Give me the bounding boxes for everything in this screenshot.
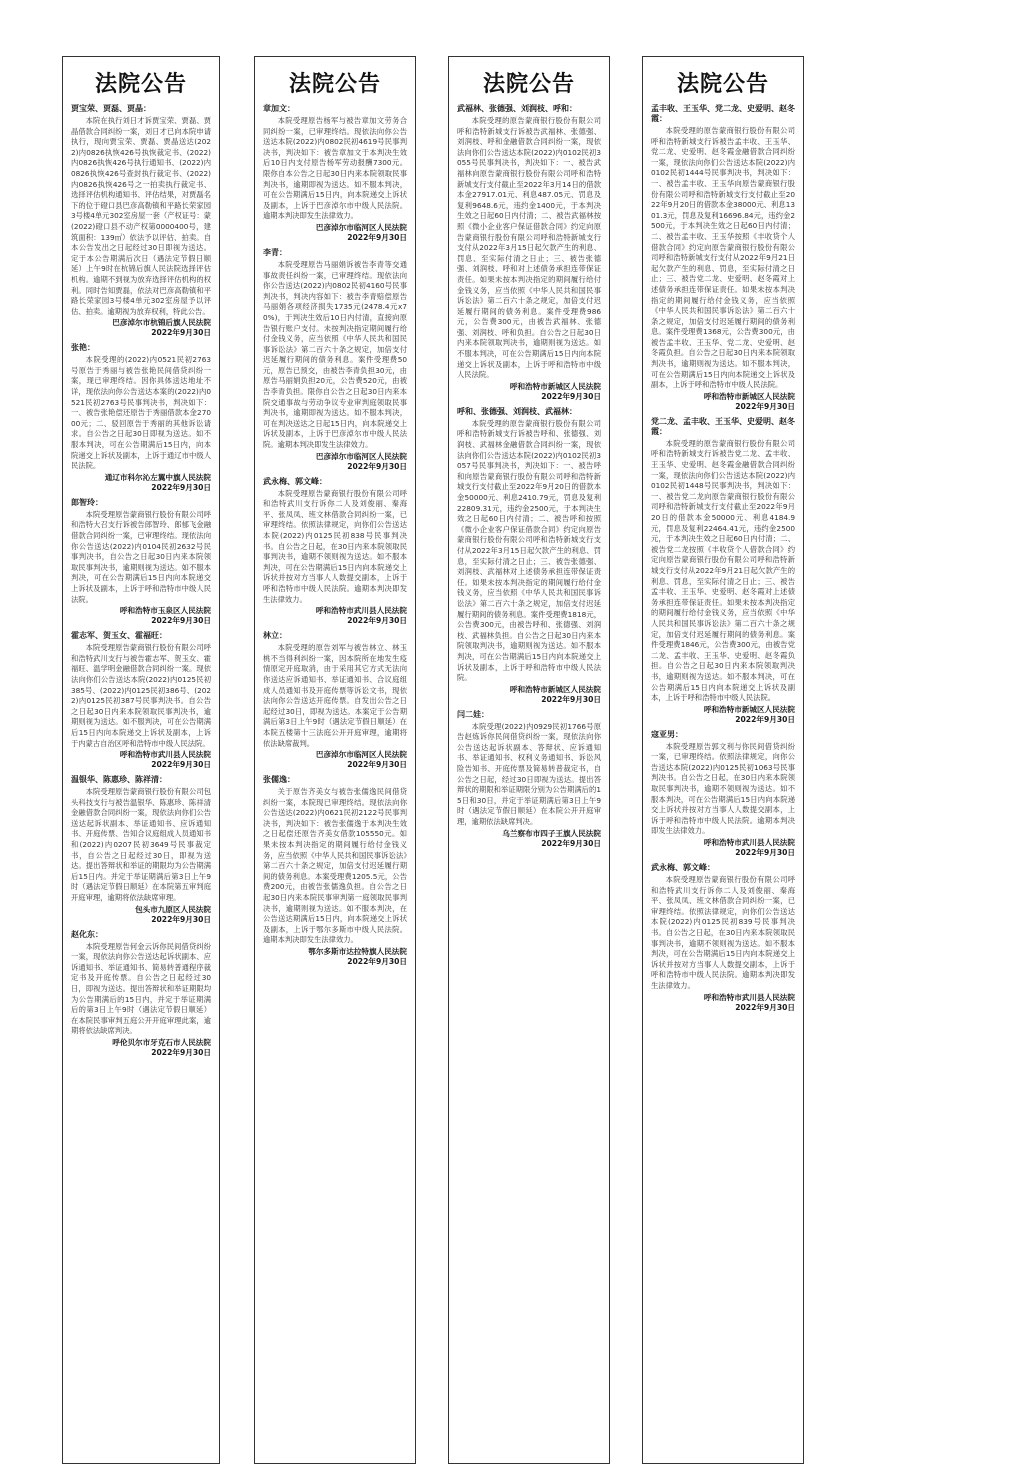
column-title: 法院公告 [482, 71, 575, 97]
notice-court: 通辽市科尔沁左翼中旗人民法院 [104, 472, 211, 482]
notice-court: 鄂尔多斯市达拉特旗人民法院 [308, 947, 407, 956]
notice-body: 本院受理的原告蒙商银行股份有限公司呼和浩特新城支行诉被告武福林、张德强、刘润枝、呼和金融借款合同纠纷一案，现依法向你们公告送达本院(2022)内0102民初3055号民事判决书，判决如下：一、被告武福林向原告蒙商银行股份有限公司呼和浩特新城支行支付截止至2022年3月14日的借款本金27917.01元、利息487.05元、罚息及复利9648.6元，违约金1400元，于本判决生效之日起60日内付清；二、被告武福林按照《微小企业客户保证借款合同》约定向原告蒙商银行股份有限公司呼和浩特新城支行支付从2022年3月15日起欠款产生的利息、罚息、至实际付清之日止；三、被告张德强、刘润枝、呼和对上述债务承担连带保证责任。如果未按本判决指定的期间履行给付金钱义务，应当依照《中华人民共和国民事诉讼法》第二百六十条之规定，加倍支付迟延履行期间的债务利息。案件受理费986元，公告费300元，由被告武福林、张德强、刘润枝、呼和负担。自公告之日起30日内来本院领取判决书，逾期则视为送达。如不服本判决，可在公告期满后15日内向本院递交上诉状及副本，上诉于呼和浩特市中级人民法院。 [457, 116, 601, 380]
notice-parties: 霍志军、贺玉女、霍福旺： [71, 631, 167, 641]
notice-date: 2022年9月30日 [151, 760, 211, 770]
notice-parties: 呼和、张德强、刘润枝、武福林： [457, 406, 577, 416]
court-notice [71, 631, 211, 770]
notice-date: 2022年9月30日 [151, 1047, 211, 1057]
notice-parties: 张艳： [71, 343, 95, 353]
notice-parties: 贾宝荣、贾磊、贾晶： [71, 104, 151, 113]
notice-parties: 章加文： [263, 104, 295, 113]
notice-body: 本院受理原告蒙商银行股份有限公司呼和浩特大召支行诉被告郎智玲、郎郁飞金融借款合同纠纷一案，已审理终结。现依法向你公告送达(2022)内0104民初2632号民事判决书，自公告之日起30日内来本院领取民事判决书，逾期则视为送达。如不服本判决，可在公告期满后15日内向本院递交上诉状及副本，上诉于呼和浩特市中级人民法院。 [71, 509, 211, 604]
notice-body: 本院受理原告马丽娟诉被告李青等交通事故责任纠纷一案，已审理终结。现依法向你公告送达(2022)内0802民初4160号民事判决书，判决内容如下：被告李青赔偿原告马丽娟各项经济损失1735元(2478.4元x70%)，于判决生效后10日内付清，直接向原告银行账户支付。未按判决指定期间履行给付金钱义务，应当依照《中华人民共和国民事诉讼法》第二百六十条之规定，加倍支付迟延履行期间的债务利息。案件受理费50元，原告已预交，由被告李青负担30元，由原告马丽娟负担20元，公告费520元，由被告李青负担。限你自公告之日起30日内来本院交通事故与劳动争议专业审判庭领取民事判决书，逾期即视为送达。如不服本判决，可在判决送达之日起15日内，向本院递交上诉状及副本，上诉于巴彦淖尔市中级人民法院。逾期本判决即发生法律效力。 [263, 259, 407, 450]
notice-body: 本院受理原告蒙商银行股份有限公司呼和浩特武川支行诉你二人及刘俊丽、秦海平、张凤凤、班文林借款合同纠纷一案，已审理终结。依照法律规定，向你们公告送达本院(2022)内0125民初838号民事判决书。自公告之日起，在30日内来本院领取民事判决书，逾期不领则视为送达。如不服本判决，可在公告期满后15日内向本院递交上诉状并按对方当事人人数提交副本，上诉于呼和浩特市中级人民法院。逾期本判决即发生法律效力。 [263, 488, 407, 604]
notice-court: 巴彦淖尔市临河区人民法院 [315, 222, 407, 232]
court-notice [71, 930, 211, 1058]
notice-court: 呼和浩特市新城区人民法院 [703, 391, 795, 401]
court-notice [651, 104, 795, 412]
notice-date: 2022年9月30日 [347, 760, 407, 770]
notice-body: 本院受理的原告蒙商银行股份有限公司呼和浩特新城支行诉被告党二龙、孟丰收、王玉华、史爱明、赵冬霞金融借款合同纠纷一案，现依法向你们公告送达本院(2022)内0102民初1448号民事判决书，判决如下：一、被告党二龙向原告蒙商银行股份有限公司呼和浩特新城支行支付截止至2022年9月20日的借款本金50000元、利息4184.9元，罚息及复利22464.41元，违约金2500元，于本判决生效之日起60日内付清；二、被告党二龙按照《丰收贷个人借款合同》约定向原告蒙商银行股份有限公司呼和浩特新城支行支付从2022年9月21日起欠款产生的利息、罚息，至实际付清之日止；三、被告孟丰收、王玉华、史爱明、赵冬霞对上述债务承担连带保证责任。如果未按本判决指定的期间履行给付金钱义务，应当依照《中华人民共和国民事诉讼法》第二百六十条之规定，加倍支付迟延履行期间的债务利息。案件受理费1846元，公告费300元，由被告党二龙、孟丰收、王玉华、史爱明、赵冬霞负担。自公告之日起30日内来本院领取判决书，逾期则视为送达。如不服本判决，可在公告期满后15日内向本院递交上诉状及副本，上诉于呼和浩特市中级人民法院。 [651, 438, 795, 703]
notice-date: 2022年9月30日 [151, 914, 211, 924]
court-notice [263, 477, 407, 627]
notice-court: 呼和浩特市武川县人民法院 [315, 606, 407, 616]
notice-parties: 温银华、陈惠珍、陈祥清： [71, 775, 167, 785]
court-notice [263, 631, 407, 770]
notice-parties: 张儒逸： [263, 775, 295, 785]
notice-parties: 孟丰收、王玉华、党二龙、史爱明、赵冬霞： [651, 104, 795, 123]
notice-column-2 [254, 56, 416, 1464]
court-notice [71, 498, 211, 626]
notice-column-3 [448, 56, 610, 1464]
notice-parties: 闫二娃： [457, 709, 489, 719]
notice-parties: 林立： [263, 631, 287, 641]
notice-date: 2022年9月30日 [347, 461, 407, 471]
notice-body: 本院在执行刘日才诉贾宝荣、贾磊、贾晶借款合同纠纷一案，刘日才已向本院申请执行，现向贾宝荣、贾磊、贾晶送达(2022)内0826执恢426号执恢裁定书、(2022)内0826执恢426号执行通知书、(2022)内0826执恢426号查封执行裁定书、(2022)内0826执恢426号之一拍卖执行裁定书、选择评估机构通知书、评估结果，对贾磊名下的位于磴口县巴彦高勒镇和平路长荣家园3号楼4单元302室房屋一套（产权证号：蒙(2022)磴口县不动产权第0000400号，建筑面积：139㎡）依法予以评估、拍卖。自本公告发出之日起经过30日即视为送达。定于本公告期满后次日（遇法定节假日顺延）上午9时在杭锦后旗人民法院选择评估机构。逾期不到视为放弃选择评估机构的权利。同时告知贾磊，依法对巴彦高勒镇和平路长荣家园3号楼4单元302室房屋予以评估、拍卖。逾期视为放弃权利，特此公告。 [71, 116, 211, 316]
notice-body: 关于原告齐美女与被告张儒逸民间借贷纠纷一案，本院现已审理终结。现依法向你公告送达(2022)内0621民初2122号民事判决书，判决如下：被告张儒逸于本判决生效之日起偿还原告齐美女借款105550元。如果未按本判决指定的期间履行给付金钱义务，应当依照《中华人民共和国民事诉讼法》第二百六十条之规定，加倍支付迟延履行期间的债务利息。本案受理费1205.5元，公告费200元，由被告张儒逸负担。自公告之日起30日内来本院民事审判第一庭领取民事判决书，逾期则视为送达。如不服本判决，在公告送达期满后15日内，向本院递交上诉状及副本，上诉于鄂尔多斯市中级人民法院。逾期本判决即发生法律效力。 [263, 787, 407, 945]
notice-date: 2022年9月30日 [347, 616, 407, 626]
notice-body: 本院受理原告蒙商银行股份有限公司呼和浩特武川支行与被告霍志军、贺玉女、霍福旺、温学明金融借款合同纠纷一案。现依法向你们公告送达本院(2022)内0125民初385号、(2022)内0125民初386号、(2022)内0125民初387号民事判决书。自公告之日起30日内来本院领取民事判决书，逾期则视为送达。如不服判决，可在公告期满后15日内向本院递交上诉状及副本，上诉于内蒙古自治区呼和浩特市中级人民法院。 [71, 643, 211, 748]
notice-body: 本院受理原告杨军与被告章加文劳务合同纠纷一案，已审理终结。现依法向你公告送达本院(2022)内0802民初4619号民事判决书，判决如下：被告章加文于本判决生效后10日内支付原告杨军劳动报酬7300元。限你自本公告之日起30日内来本院领取民事判决书，逾期即视为送达。如不服本判决，可在公告期满后15日内，向本院递交上诉状及副本，上诉于巴彦淖尔市中级人民法院。逾期本判决即发生法律效力。 [263, 116, 407, 221]
notice-date: 2022年9月30日 [735, 848, 795, 858]
notice-date: 2022年9月30日 [347, 957, 407, 966]
notice-parties: 武永梅、郭文峰： [263, 476, 327, 486]
notice-court: 呼和浩特市新城区人民法院 [509, 684, 601, 694]
court-notice [457, 710, 601, 849]
notice-parties: 郎智玲： [71, 497, 103, 507]
notice-court: 呼伦贝尔市牙克石市人民法院 [112, 1037, 211, 1047]
notice-court: 呼和浩特市武川县人民法院 [703, 992, 795, 1002]
notice-date: 2022年9月30日 [735, 1002, 795, 1012]
notice-body: 本院受理的原告蒙商银行股份有限公司呼和浩特新城支行诉被告孟丰收、王玉华、党二龙、史爱明、赵冬霞金融借款合同纠纷一案，现依法向你们公告送达本院(2022)内0102民初1444号民事判决书，判决如下：一、被告孟丰收、王玉华向原告蒙商银行股份有限公司呼和浩特新城支行支付截止至2022年9月20日的借款本金38000元、利息1301.3元，罚息及复利16696.84元，违约金2500元，于本判决生效之日起60日内付清；二、被告孟丰收、王玉华按照《丰收贷个人借款合同》约定向原告蒙商银行股份有限公司呼和浩特新城支行支付从2022年9月21日起欠款产生的利息、罚息，至实际付清之日止；三、被告党二龙、史爱明、赵冬霞对上述债务承担连带保证责任。如果未按本判决指定的期间履行给付金钱义务，应当依照《中华人民共和国民事诉讼法》第二百六十条之规定，加倍支付迟延履行期间的债务利息。案件受理费1368元，公告费300元，由被告孟丰收、王玉华、党二龙、史爱明、赵冬霞负担。自公告之日起30日内来本院领取判决书，逾期则视为送达。如不服本判决，可在公告期满后15日内向本院递交上诉状及副本，上诉于呼和浩特市中级人民法院。 [651, 126, 795, 390]
notice-parties: 党二龙、孟丰收、王玉华、史爱明、赵冬霞： [651, 416, 795, 436]
court-notice [651, 417, 795, 725]
notice-body: 本院受理的(2022)内0521民初2763号原告于秀丽与被告张艳民间借贷纠纷一案，现已审理终结。因你具体送达地址不详，现依法向你公告送达本案的(2022)内0521民初2763号民事判决书，判决如下：一、被告张艳偿还原告于秀丽借款本金27000元；二、驳回原告于秀丽的其他诉讼请求。自公告之日起30日即视为送达。如不服本判决，可在公告期满后15日内，向本院递交上诉状及副本，上诉于通辽市中级人民法院。 [71, 355, 211, 471]
court-notice [71, 775, 211, 925]
court-notice [457, 407, 601, 705]
notice-column-4 [642, 56, 804, 1464]
court-notice [457, 104, 601, 402]
column-title: 法院公告 [288, 71, 381, 97]
notice-parties: 武福林、张德强、刘润枝、呼和： [457, 104, 577, 113]
notice-court: 呼和浩特市新城区人民法院 [509, 381, 601, 391]
court-notice [71, 343, 211, 493]
court-notice [651, 863, 795, 1013]
notice-body: 本院受理的原告蒙商银行股份有限公司呼和浩特新城支行诉被告呼和、张德强、刘润枝、武福林金融借款合同纠纷一案，现依法向你们公告送达本院(2022)内0102民初3057号民事判决书，判决如下：一、被告呼和向原告蒙商银行股份有限公司呼和浩特新城支行支付截止至2022年9月20日的借款本金50000元、利息2410.79元，罚息及复利22809.31元，违约金2500元，于本判决生效之日起60日内付清；二、被告呼和按照《微小企业客户保证借款合同》约定向原告蒙商银行股份有限公司呼和浩特新城支行支付从2022年3月15日起欠款产生的利息、罚息，至实际付清之日止；三、被告张德强、刘润枝、武福林对上述债务承担连带保证责任。如果未按本判决指定的期间履行给付金钱义务，应当依照《中华人民共和国民事诉讼法》第二百六十条之规定，加倍支付迟延履行期间的债务利息。案件受理费1818元，公告费300元，由被告呼和、张德强、刘润枝、武福林负担。自公告之日起30日内来本院领取判决书，逾期则视为送达。如不服本判决，可在公告期满后15日内向本院递交上诉状及副本，上诉于呼和浩特市中级人民法院。 [457, 418, 601, 683]
notice-date: 2022年9月30日 [541, 391, 601, 401]
notice-date: 2022年9月30日 [735, 401, 795, 411]
notice-parties: 寇亚男： [651, 729, 683, 739]
notice-date: 2022年9月30日 [541, 838, 601, 848]
notice-court: 包头市九原区人民法院 [135, 904, 211, 914]
notice-date: 2022年9月30日 [151, 616, 211, 626]
court-notice [651, 730, 795, 858]
notice-body: 本院受理的原告刘军与被告林立、林玉桃不当得利纠纷一案，因本院所在地发生疫情原定开庭取消，由于采用其它方式无法向你送达应诉通知书、举证通知书、合议庭组成人员通知书及开庭传票等诉讼文书，现依法向你公告送达开庭传票。自发出公告之日起经过30日，即视为送达。本案定于公告期满后第3日上午9时（遇法定节假日顺延）在本院五楼第十三法庭公开开庭审理，逾期将依法缺席裁判。 [263, 643, 407, 748]
notice-court: 巴彦淖尔市临河区人民法院 [315, 750, 407, 760]
notice-date: 2022年9月30日 [541, 694, 601, 704]
notice-body: 本院受理原告郭文利与你民间借贷纠纷一案，已审理终结。依照法律规定，向你公告送达本院(2022)内0125民初1063号民事判决书。自公告之日起，在30日内来本院领取民事判决书，逾期不领则视为送达。如不服本判决，可在公告期满后15日内向本院递交上诉状并按对方当事人人数提交副本，上诉于呼和浩特市中级人民法院。逾期本判决即发生法律效力。 [651, 741, 795, 836]
court-notice [263, 104, 407, 243]
court-notice [263, 248, 407, 472]
notice-court: 呼和浩特市武川县人民法院 [119, 750, 211, 760]
column-title: 法院公告 [94, 71, 187, 97]
notice-date: 2022年9月30日 [151, 328, 211, 338]
column-title: 法院公告 [676, 71, 769, 97]
notice-court: 呼和浩特市武川县人民法院 [703, 838, 795, 848]
notice-court: 巴彦淖尔市临河区人民法院 [315, 451, 407, 461]
notice-date: 2022年9月30日 [151, 482, 211, 492]
notice-date: 2022年9月30日 [735, 714, 795, 724]
notice-column-1 [62, 56, 220, 1464]
notice-parties: 赵化东： [71, 929, 103, 939]
court-notice [71, 104, 211, 338]
notice-body: 本院受理(2022)内0929民初1766号原告赵炼诉你民间借贷纠纷一案，现依法向你公告送达起诉状副本、答辩状、应诉通知书、举证通知书、权利义务通知书、诉讼风险告知书、开庭传票及简易转普裁定书，自公告之日起，经过30日即视为送达。提出答辩状的期限和举证期限分别为公告期满后的15日和30日，并定于举证期满后第3日上午9时（遇法定节假日顺延）在本院公开开庭审理，逾期依法缺席判决。 [457, 721, 601, 827]
notice-court: 乌兰察布市四子王旗人民法院 [502, 828, 601, 838]
notice-body: 本院受理原告蒙商银行股份有限公司包头科技支行与被告温银华、陈惠珍、陈祥清金融借款合同纠纷一案，现依法向你们公告送达起诉状副本、举证通知书、应诉通知书、开庭传票、告知合议庭组成人员通知书和(2022)内0207民初3649号民事裁定书，自公告之日起经过30日，即视为送达。提出答辩状和举证的期限均为公告期满后15日内。并定于举证期满后第3日上午9时（遇法定节假日顺延）在本院第五审判庭开庭审理，逾期将依法缺席审理。 [71, 787, 211, 903]
notice-date: 2022年9月30日 [347, 232, 407, 242]
notice-court: 呼和浩特市新城区人民法院 [703, 704, 795, 714]
notice-body: 本院受理原告何金云诉你民间借贷纠纷一案，现依法向你公告送达起诉状副本、应诉通知书、举证通知书、简易转普通程序裁定书及开庭传票。自公告之日起经过30日，即视为送达。提出答辩状和举证期限均为公告期满后的15日内，并定于举证期满后的第3日上午9时（遇法定节假日顺延）在本院民事审判五庭公开开庭审理此案，逾期将依法缺席判决。 [71, 941, 211, 1036]
notice-body: 本院受理原告蒙商银行股份有限公司呼和浩特武川支行诉你二人及刘俊丽、秦海平、张凤凤、班文林借款合同纠纷一案，已审理终结。依照法律规定，向你们公告送达本院(2022)内0125民初839号民事判决书。自公告之日起，在30日内来本院领取民事判决书，逾期不领则视为送达。如不服本判决，可在公告期满后15日内向本院递交上诉状并按对方当事人人数提交副本，上诉于呼和浩特市中级人民法院。逾期本判决即发生法律效力。 [651, 875, 795, 990]
notice-parties: 武永梅、郭文峰： [651, 863, 715, 873]
notice-parties: 李青： [263, 247, 287, 257]
notice-court: 呼和浩特市玉泉区人民法院 [119, 606, 211, 616]
notice-court: 巴彦淖尔市杭锦后旗人民法院 [112, 318, 211, 328]
court-notice [263, 775, 407, 967]
